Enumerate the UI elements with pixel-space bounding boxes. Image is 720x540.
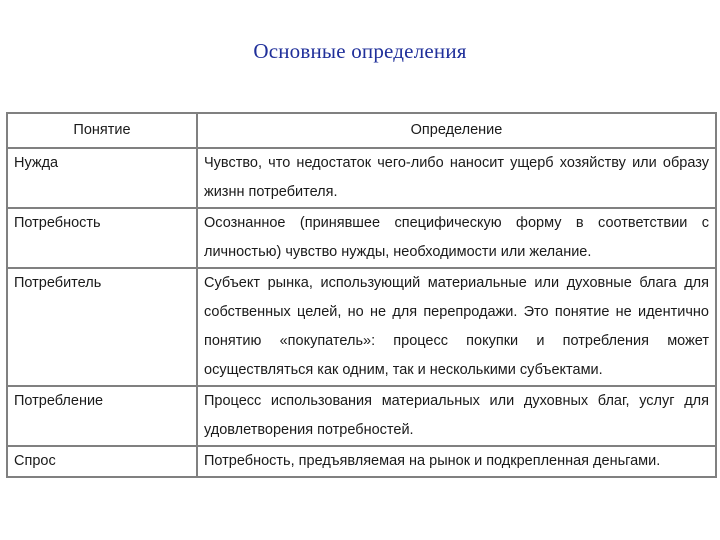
- definition-cell: Процесс использования материальных или духовных благ, услуг для удовлетворения потребностей.: [197, 386, 716, 446]
- page-title: Основные определения: [253, 39, 467, 63]
- term-cell: Потребитель: [7, 268, 197, 386]
- definition-cell: Потребность, предъявляемая на рынок и подкрепленная деньгами.: [197, 446, 716, 477]
- column-header-definition: Определение: [197, 113, 716, 148]
- definitions-table: [6, 112, 717, 478]
- table-row: [7, 446, 716, 477]
- table-row: [7, 208, 716, 268]
- column-header-term: Понятие: [7, 113, 197, 148]
- table-header-row: [7, 113, 716, 148]
- term-cell: Потребление: [7, 386, 197, 446]
- table-row: [7, 148, 716, 208]
- table-row: [7, 268, 716, 386]
- definition-cell: Осознанное (принявшее специфическую форму в соответствии с личностью) чувство нужды, необходимости или желание.: [197, 208, 716, 268]
- definition-cell: Чувство, что недостаток чего-либо наносит ущерб хозяйству или образу жизнн потребителя.: [197, 148, 716, 208]
- table-row: [7, 386, 716, 446]
- term-cell: Потребность: [7, 208, 197, 268]
- term-cell: Спрос: [7, 446, 197, 477]
- term-cell: Нужда: [7, 148, 197, 208]
- definition-cell: Субъект рынка, использующий материальные или духовные блага для собственных целей, но не для перепродажи. Это понятие не идентично понятию «покупатель»: процесс покупки и потребления может осуществляться как одним, так и несколькими субъектами.: [197, 268, 716, 386]
